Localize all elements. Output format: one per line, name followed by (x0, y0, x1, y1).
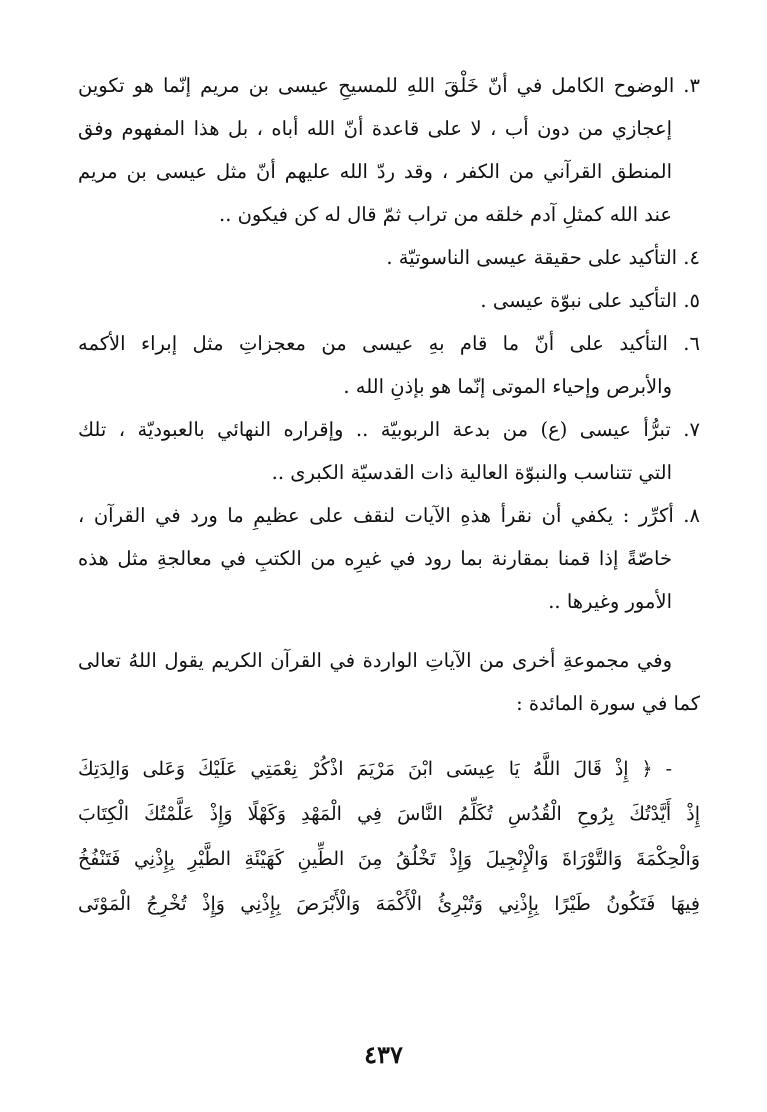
text-line: ٥. التأكيد على نبوّة عيسى . (480, 289, 700, 312)
text-line: المنطق القرآني من الكفر ، وقد ردّ الله عليهم أنّ مثل عيسى بن مريم (78, 160, 672, 183)
list-item-7 (78, 408, 700, 494)
text-line: عند الله كمثلِ آدم خلقه من تراب ثمّ قال له كن فيكون .. (219, 203, 672, 226)
text-line: ٤. التأكيد على حقيقة عيسى الناسوتيّة . (386, 246, 700, 269)
text-line: وفي مجموعةِ أخرى من الآياتِ الواردة في القرآن الكريم يقول اللهُ تعالى (78, 649, 672, 672)
text-line: خاصّةً إذا قمنا بمقارنة بما رود في غيرِه من الكتبِ في معالجةِ مثل هذه (78, 547, 672, 570)
verse-line: وَالْحِكْمَةَ وَالتَّوْرَاةَ وَالْإِنْجِيلَ وَإِذْ تَخْلُقُ مِنَ الطِّينِ كَهَيْئَةِ الطَّيْرِ بِإِذْنِي فَتَنْفُخُ (78, 848, 700, 870)
text-line: والأبرص وإحياء الموتى إنّما هو بإذنِ الله . (343, 375, 672, 398)
text-line: ٧. تبرُّأ عيسى (ع) من بدعة الربوبيّة .. وإقراره النهائي بالعبوديّة ، تلك (78, 418, 700, 441)
text-line: التي تتناسب والنبوّة العالية ذات القدسيّة الكبرى .. (271, 461, 672, 484)
text-line: ٦. التأكيد على أنّ ما قام بهِ عيسى من معجزاتِ مثل إبراء الأكمه (78, 332, 700, 355)
list-item-3 (78, 64, 700, 236)
verse-line: - ﴿ إِذْ قَالَ اللَّهُ يَا عِيسَى ابْنَ مَرْيَمَ اذْكُرْ نِعْمَتِي عَلَيْكَ وَعَلى وَالِدَتِكَ (78, 758, 672, 780)
list-item-8 (78, 494, 700, 623)
text-line: الأمور وغيرها .. (548, 590, 672, 613)
text-line: إعجازي من دون أب ، لا على قاعدة أنّ الله أباه ، بل هذا المفهوم وفق (78, 117, 672, 140)
text-line: ٨. أكرِّر : يكفي أن نقرأ هذهِ الآيات لنقف على عظيمِ ما ورد في القرآن ، (78, 504, 700, 527)
intro-paragraph (78, 639, 700, 725)
list-item-6 (78, 322, 700, 408)
page-number: ٤٣٧ (364, 1040, 403, 1069)
list-item-4 (78, 236, 700, 279)
text-line: ٣. الوضوح الكامل في أنّ خَلْقَ اللهِ للمسيحِ عيسى بن مريم إنّما هو تكوين (78, 74, 700, 97)
verse-line: فِيهَا فَتَكُونُ طَيْرًا بِإِذْنِي وَتُبْرِئُ الْأَكْمَهَ وَالْأَبْرَصَ بِإِذْنِي وَإِذْ تُخْرِجُ الْمَوْتَى (78, 893, 700, 915)
verse-line: إِذْ أَيَّدْتُكَ بِرُوحِ الْقُدُسِ تُكَلِّمُ النَّاسَ فِي الْمَهْدِ وَكَهْلًا وَإِذْ عَلَّمْتُكَ الْكِتَابَ (78, 803, 700, 825)
page-body (78, 64, 700, 927)
list-item-5 (78, 279, 700, 322)
quran-verse (78, 747, 700, 927)
text-line: كما في سورة المائدة : (516, 692, 700, 715)
